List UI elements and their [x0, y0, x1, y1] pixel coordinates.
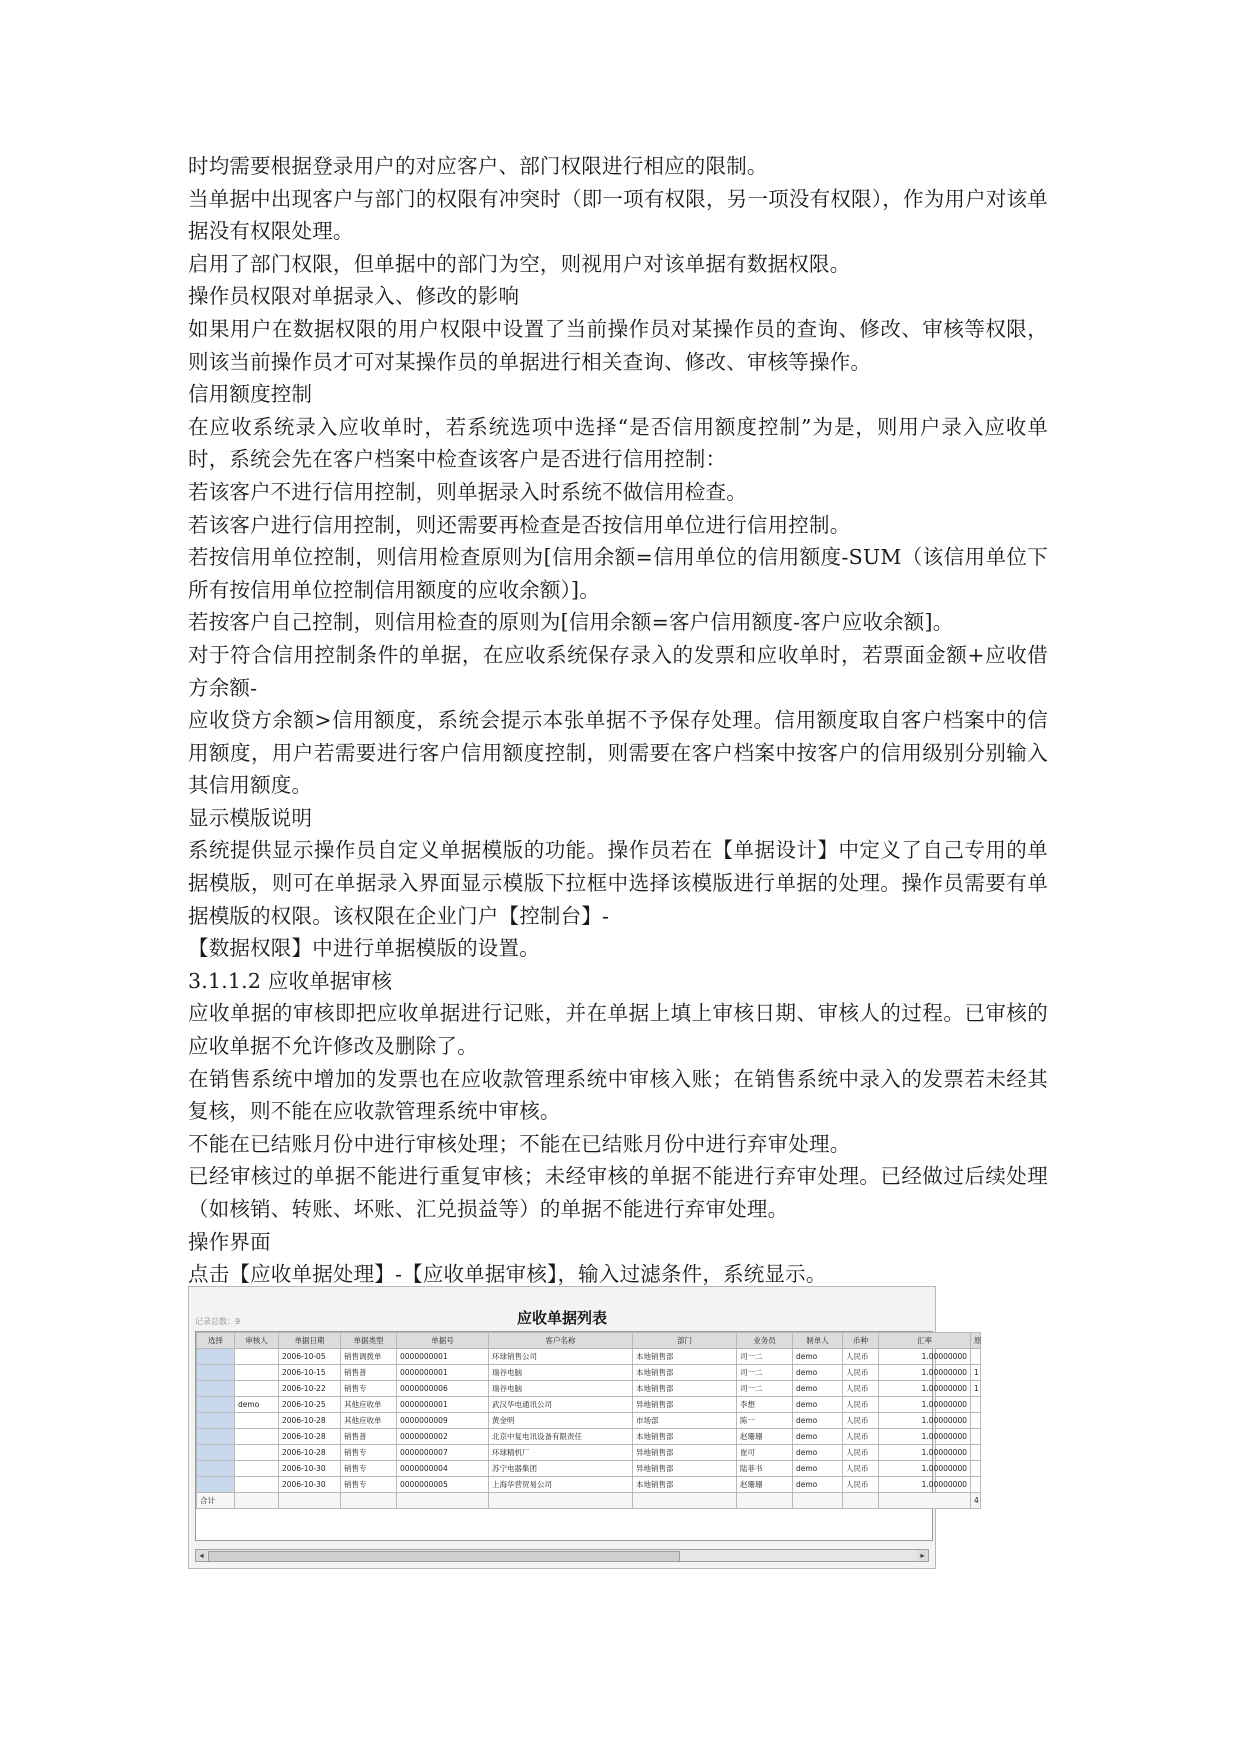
table-cell	[971, 1413, 981, 1429]
table-cell	[235, 1349, 279, 1365]
table-cell: 本地销售部	[633, 1349, 737, 1365]
table-cell	[971, 1349, 981, 1365]
table-cell: 2006-10-22	[279, 1381, 341, 1397]
table-cell: 人民币	[843, 1349, 879, 1365]
column-header[interactable]: 币种	[843, 1333, 879, 1349]
column-header[interactable]: 业务员	[737, 1333, 793, 1349]
paragraph: 时均需要根据登录用户的对应客户、部门权限进行相应的限制。	[188, 154, 768, 178]
table-cell: 2006-10-30	[279, 1477, 341, 1493]
paragraph: 已经审核过的单据不能进行重复审核；未经审核的单据不能进行弃审处理。已经做过后续处理（如核销、转账、坏账、汇兑损益等）的单据不能进行弃审处理。	[188, 1164, 1048, 1221]
table-cell: 销售专	[341, 1381, 397, 1397]
column-header[interactable]: 原	[971, 1333, 981, 1349]
table-cell: 陈一	[737, 1413, 793, 1429]
column-header[interactable]: 单据号	[397, 1333, 489, 1349]
table-cell: demo	[793, 1477, 843, 1493]
column-header[interactable]: 单据日期	[279, 1333, 341, 1349]
paragraph: 启用了部门权限，但单据中的部门为空，则视用户对该单据有数据权限。	[188, 251, 851, 276]
table-cell: 1.00000000	[879, 1365, 971, 1381]
paragraph: 当单据中出现客户与部门的权限有冲突时（即一项有权限，另一项没有权限），作为用户对该单据没有权限处理。	[188, 186, 1048, 244]
paragraph: 点击【应收单据处理】-【应收单据审核】，输入过滤条件，系统显示。	[188, 1262, 827, 1287]
paragraph: 显示模版说明	[188, 805, 313, 830]
sum-cell	[397, 1493, 489, 1509]
sum-cell	[235, 1493, 279, 1509]
embedded-screenshot	[188, 1286, 982, 1569]
paragraph: 应收贷方余额>信用额度，系统会提示本张单据不予保存处理。信用额度取自客户档案中的信用额度，用户若需要进行客户信用额度控制，则需要在客户档案中按客户的信用级别分别输入其信用额度。	[188, 708, 1048, 798]
table-row[interactable]	[197, 1429, 981, 1445]
table-row[interactable]	[197, 1413, 981, 1429]
select-cell[interactable]	[197, 1461, 235, 1477]
table-cell: 1	[971, 1381, 981, 1397]
table-cell: 人民币	[843, 1413, 879, 1429]
table-cell: 1.00000000	[879, 1413, 971, 1429]
table-cell	[971, 1445, 981, 1461]
table-cell: 人民币	[843, 1365, 879, 1381]
table-cell: 异地销售部	[633, 1461, 737, 1477]
scroll-right-icon[interactable]: ▸	[917, 1550, 928, 1561]
table-cell: 销售普	[341, 1365, 397, 1381]
sum-label: 合计	[197, 1493, 235, 1509]
table-row[interactable]	[197, 1461, 981, 1477]
table-cell: 1.00000000	[879, 1429, 971, 1445]
sum-row	[197, 1493, 981, 1509]
column-header[interactable]: 汇率	[879, 1333, 971, 1349]
scrollbar-thumb[interactable]	[208, 1551, 680, 1562]
table-cell: 0000000001	[397, 1349, 489, 1365]
select-cell[interactable]	[197, 1413, 235, 1429]
table-cell: 销售专	[341, 1477, 397, 1493]
table-header-row	[197, 1333, 981, 1349]
table-cell	[235, 1445, 279, 1461]
table-cell: 0000000001	[397, 1365, 489, 1381]
table-cell: demo	[793, 1381, 843, 1397]
table-cell: 北京中复电讯设备有限责任	[489, 1429, 633, 1445]
receivables-table	[196, 1332, 981, 1509]
table-row[interactable]	[197, 1445, 981, 1461]
table-cell	[971, 1461, 981, 1477]
table-cell: 销售调拨单	[341, 1349, 397, 1365]
paragraph: 信用额度控制	[188, 382, 313, 407]
table-cell	[235, 1365, 279, 1381]
table-cell	[971, 1429, 981, 1445]
table-cell: 武汉华电通讯公司	[489, 1397, 633, 1413]
table-cell	[235, 1461, 279, 1477]
table-cell: 人民币	[843, 1477, 879, 1493]
table-cell: 人民币	[843, 1461, 879, 1477]
table-cell: demo	[793, 1413, 843, 1429]
table-cell: 0000000005	[397, 1477, 489, 1493]
table-cell: 司一二	[737, 1365, 793, 1381]
paragraph: 若该客户不进行信用控制，则单据录入时系统不做信用检查。	[188, 479, 747, 504]
table-cell: demo	[793, 1397, 843, 1413]
table-cell: 瑞谷电脑	[489, 1365, 633, 1381]
table-cell: demo	[235, 1397, 279, 1413]
table-cell	[971, 1397, 981, 1413]
paragraph: 在销售系统中增加的发票也在应收款管理系统中审核入账；在销售系统中录入的发票若未经其复核，则不能在应收款管理系统中审核。	[188, 1066, 1048, 1124]
paragraph: 操作员权限对单据录入、修改的影响	[188, 284, 520, 309]
select-cell[interactable]	[197, 1445, 235, 1461]
sum-cell	[489, 1493, 633, 1509]
table-cell: 黄金明	[489, 1413, 633, 1429]
table-cell: 李想	[737, 1397, 793, 1413]
select-cell[interactable]	[197, 1365, 235, 1381]
table-cell: 2006-10-28	[279, 1429, 341, 1445]
table-cell: 1.00000000	[879, 1477, 971, 1493]
table-cell: 销售专	[341, 1445, 397, 1461]
table-cell	[235, 1477, 279, 1493]
table-cell: 异地销售部	[633, 1397, 737, 1413]
table-cell: 2006-10-30	[279, 1461, 341, 1477]
column-header[interactable]: 单据类型	[341, 1333, 397, 1349]
table-cell: 苏宁电器集团	[489, 1461, 633, 1477]
table-cell: 本地销售部	[633, 1429, 737, 1445]
table-cell: 销售普	[341, 1429, 397, 1445]
table-cell: 司一二	[737, 1349, 793, 1365]
table-cell: 赵珊珊	[737, 1477, 793, 1493]
sum-cell	[793, 1493, 843, 1509]
sum-value: 4	[971, 1493, 981, 1509]
select-cell[interactable]	[197, 1381, 235, 1397]
table-cell: 瑞谷电脑	[489, 1381, 633, 1397]
table-cell	[235, 1381, 279, 1397]
paragraph: 对于符合信用控制条件的单据，在应收系统保存录入的发票和应收单时，若票面金额+应收借方余额-	[188, 642, 1048, 700]
table-cell: 1.00000000	[879, 1445, 971, 1461]
table-cell: 人民币	[843, 1397, 879, 1413]
paragraph: 若该客户进行信用控制，则还需要再检查是否按信用单位进行信用控制。	[188, 512, 851, 537]
table-cell: 0000000001	[397, 1397, 489, 1413]
column-header[interactable]: 制单人	[793, 1333, 843, 1349]
table-cell: 陆菲书	[737, 1461, 793, 1477]
table-cell: 市场部	[633, 1413, 737, 1429]
select-cell[interactable]	[197, 1397, 235, 1413]
table-cell	[971, 1477, 981, 1493]
table-cell: 0000000002	[397, 1429, 489, 1445]
table-cell: 司一二	[737, 1381, 793, 1397]
list-title: 应收单据列表	[516, 1309, 607, 1327]
sum-cell	[633, 1493, 737, 1509]
sum-cell	[843, 1493, 879, 1509]
table-cell: 0000000004	[397, 1461, 489, 1477]
table-cell: 异地销售部	[633, 1445, 737, 1461]
paragraph: 系统提供显示操作员自定义单据模版的功能。操作员若在【单据设计】中定义了自己专用的单据模版，则可在单据录入界面显示模版下拉框中选择该模版进行单据的处理。操作员需要有单据模版的权限。该权限在企业门户【控制台】-	[188, 838, 1048, 928]
table-cell: 其他应收单	[341, 1397, 397, 1413]
document-body	[188, 150, 1048, 1291]
table-cell: 2006-10-05	[279, 1349, 341, 1365]
paragraph: 操作界面	[188, 1229, 271, 1254]
table-cell	[235, 1413, 279, 1429]
horizontal-scrollbar[interactable]	[195, 1549, 929, 1562]
table-cell	[235, 1429, 279, 1445]
paragraph: 【数据权限】中进行单据模版的设置。	[188, 936, 540, 961]
sum-cell	[737, 1493, 793, 1509]
receivables-grid	[195, 1331, 982, 1541]
column-header[interactable]: 选择	[197, 1333, 235, 1349]
paragraph: 在应收系统录入应收单时，若系统选项中选择“是否信用额度控制”为是，则用户录入应收单时，系统会先在客户档案中检查该客户是否进行信用控制：	[188, 414, 1048, 472]
table-cell: 2006-10-28	[279, 1445, 341, 1461]
table-cell: 1.00000000	[879, 1349, 971, 1365]
select-cell[interactable]	[197, 1349, 235, 1365]
table-row[interactable]	[197, 1397, 981, 1413]
table-cell: 环球精机厂	[489, 1445, 633, 1461]
table-cell: 1.00000000	[879, 1461, 971, 1477]
column-header[interactable]: 客户名称	[489, 1333, 633, 1349]
paragraph: 若按客户自己控制，则信用检查的原则为[信用余额=客户信用额度-客户应收余额]。	[188, 610, 954, 635]
table-cell: 环球销售公司	[489, 1349, 633, 1365]
table-cell: 1.00000000	[879, 1397, 971, 1413]
table-row[interactable]	[197, 1477, 981, 1493]
table-cell: demo	[793, 1349, 843, 1365]
table-cell: 崔可	[737, 1445, 793, 1461]
paragraph: 3.1.1.2 应收单据审核	[188, 968, 393, 993]
table-cell: 人民币	[843, 1445, 879, 1461]
table-cell: 2006-10-25	[279, 1397, 341, 1413]
table-cell: demo	[793, 1429, 843, 1445]
table-cell: demo	[793, 1461, 843, 1477]
table-row[interactable]	[197, 1349, 981, 1365]
table-cell: 1.00000000	[879, 1381, 971, 1397]
table-row[interactable]	[197, 1381, 981, 1397]
paragraph: 应收单据的审核即把应收单据进行记账，并在单据上填上审核日期、审核人的过程。已审核的应收单据不允许修改及删除了。	[188, 1001, 1048, 1059]
table-cell: demo	[793, 1445, 843, 1461]
table-cell: 本地销售部	[633, 1477, 737, 1493]
table-cell: 其他应收单	[341, 1413, 397, 1429]
table-cell: 本地销售部	[633, 1365, 737, 1381]
table-cell: 0000000007	[397, 1445, 489, 1461]
table-cell: 2006-10-15	[279, 1365, 341, 1381]
column-header[interactable]: 部门	[633, 1333, 737, 1349]
table-cell: 上海华营贸易公司	[489, 1477, 633, 1493]
record-count: 记录总数：9	[195, 1317, 241, 1326]
scroll-left-icon[interactable]: ◂	[196, 1550, 207, 1561]
table-cell: 1	[971, 1365, 981, 1381]
table-cell: 本地销售部	[633, 1381, 737, 1397]
paragraph: 不能在已结账月份中进行审核处理；不能在已结账月份中进行弃审处理。	[188, 1131, 851, 1156]
table-cell: 人民币	[843, 1381, 879, 1397]
sum-cell	[341, 1493, 397, 1509]
select-cell[interactable]	[197, 1477, 235, 1493]
sum-cell	[279, 1493, 341, 1509]
table-cell: 赵珊珊	[737, 1429, 793, 1445]
table-cell: demo	[793, 1365, 843, 1381]
table-cell: 2006-10-28	[279, 1413, 341, 1429]
paragraph: 若按信用单位控制，则信用检查原则为[信用余额=信用单位的信用额度-SUM（该信用单位下所有按信用单位控制信用额度的应收余额）]。	[188, 545, 1048, 602]
column-header[interactable]: 审核人	[235, 1333, 279, 1349]
table-cell: 0000000006	[397, 1381, 489, 1397]
table-row[interactable]	[197, 1365, 981, 1381]
select-cell[interactable]	[197, 1429, 235, 1445]
table-cell: 销售专	[341, 1461, 397, 1477]
sum-cell	[879, 1493, 971, 1509]
table-cell: 0000000009	[397, 1413, 489, 1429]
table-cell: 人民币	[843, 1429, 879, 1445]
paragraph: 如果用户在数据权限的用户权限中设置了当前操作员对某操作员的查询、修改、审核等权限，则该当前操作员才可对某操作员的单据进行相关查询、修改、审核等操作。	[188, 316, 1048, 374]
